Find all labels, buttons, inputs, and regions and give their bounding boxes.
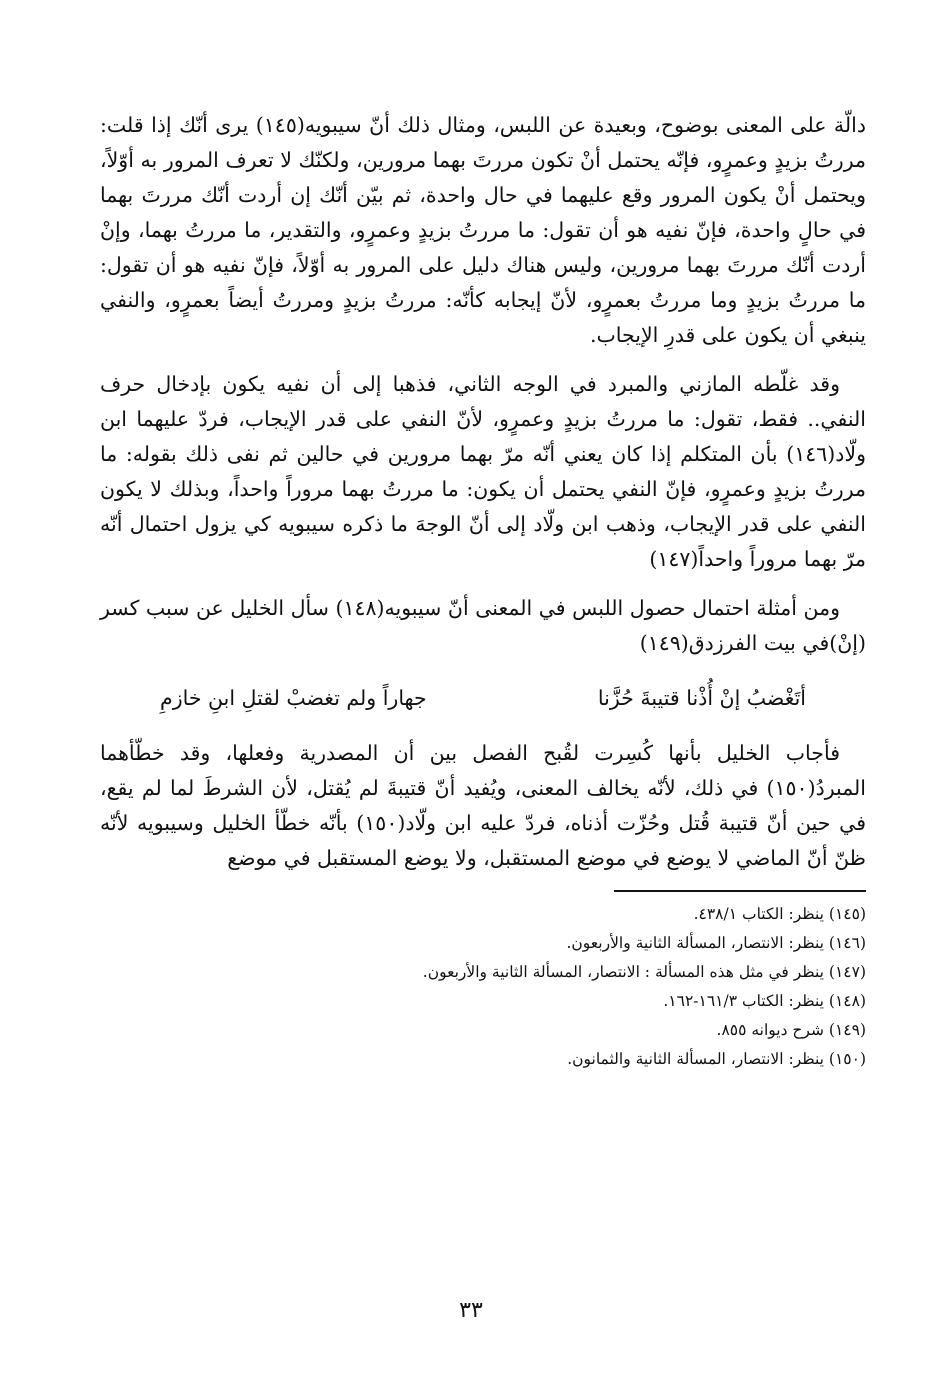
paragraph: فأجاب الخليل بأنها كُسِرت لقُبح الفصل بين أن المصدرية وفعلها، وقد خطّأهما المبردُ(١٥٠) في ذلك، لأنّه يخالف المعنى، ويُفيد أنّ قتيبةَ لم يُقتل، لأن الشرطَ لما لم يقع، في حين أنّ قتيبة قُتل وحُزّت أذناه، فردّ عليه ابن ولّاد(١٥٠) بأنّه خطّأ الخليل وسيبويه لأنّه ظنّ أنّ الماضي لا يوضع في موضع المستقبل، ولا يوضع المستقبل في موضع <box>100 741 866 870</box>
page-body <box>100 108 866 1074</box>
footnote: (١٤٨) ينظر: الكتاب ١٦١/٣-١٦٢. <box>663 992 866 1010</box>
paragraph: دالّة على المعنى بوضوح، وبعيدة عن اللبس، ومثال ذلك أنّ سيبويه(١٤٥) يرى أنّك إذا قلت: مررتُ بزيدٍ وعمرٍو، فإنّه يحتمل أنْ تكون مررتَ بهما مرورين، ولكنّك لا تعرف المرور به أوّلاً، ويحتمل أنْ يكون المرور وقع عليهما في حال واحدة، ثم بيّن أنّك إن أردت أنّك مررتَ بهما في حالٍ واحدة، فإنّ نفيه هو أن تقول: ما مررتُ بزيدٍ وعمرٍو، والتقدير، ما مررتُ بهما، وإنْ أردت أنّك مررتَ بهما مرورين، وليس هناك دليل على المرور به أوّلاً، فإنّ نفيه هو أن تقول: ما مررتُ بزيدٍ وما مررتُ بعمرٍو، لأنّ إيجابه كأنّه: مررتُ بزيدٍ ومررتُ أيضاً بعمرٍو، والنفي ينبغي أن يكون على قدرِ الإيجاب. <box>100 113 866 347</box>
footnote: (١٤٥) ينظر: الكتاب ٤٣٨/١. <box>693 905 866 923</box>
footnote: (١٥٠) ينظر: الانتصار، المسألة الثانية والثمانون. <box>567 1050 866 1068</box>
paragraph: ومن أمثلة احتمال حصول اللبس في المعنى أنّ سيبويه(١٤٨) سأل الخليل عن سبب كسر (إنْ)في بيت الفرزدق(١٤٩) <box>100 596 866 655</box>
page-number: ٣٣ <box>459 1298 483 1323</box>
paragraph: وقد غلّطه المازني والمبرد في الوجه الثاني، فذهبا إلى أن نفيه يكون بإدخال حرف النفي.. فقط، تقول: ما مررتُ بزيدٍ وعمرٍو، لأنّ النفي على قدر الإيجاب، فردّ عليهما ابن ولّاد(١٤٦) بأن المتكلم إذا كان يعني أنّه مرّ بهما مرورين في حالين ثم نفى ذلك بقوله: ما مررتُ بزيدٍ وعمرٍو، فإنّ النفي يحتمل أن يكون: ما مررتُ بهما مروراً واحداً، وبذلك لا يكون النفي على قدر الإيجاب، وذهب ابن ولّاد إلى أنّ الوجهَ ما ذكره سيبويه كي يزول احتمال أنّه مرّ بهما مروراً واحداً(١٤٧) <box>100 372 866 571</box>
footnote: (١٤٦) ينظر: الانتصار، المسألة الثانية والأربعون. <box>566 934 866 952</box>
poetry-verse <box>100 675 866 722</box>
verse-second-hemistich: جهاراً ولم تغضبْ لقتلِ ابنِ خازمِ <box>160 686 427 710</box>
footnote-divider <box>614 890 866 892</box>
footnote: (١٤٧) ينظر في مثل هذه المسألة : الانتصار، المسألة الثانية والأربعون. <box>422 963 866 981</box>
verse-first-hemistich: أتَغْضبُ إنْ أُذْنا قتيبةَ حُزَّنا <box>597 686 806 710</box>
footnotes <box>100 900 866 1074</box>
footnote: (١٤٩) شرح ديوانه ٨٥٥. <box>716 1021 866 1039</box>
